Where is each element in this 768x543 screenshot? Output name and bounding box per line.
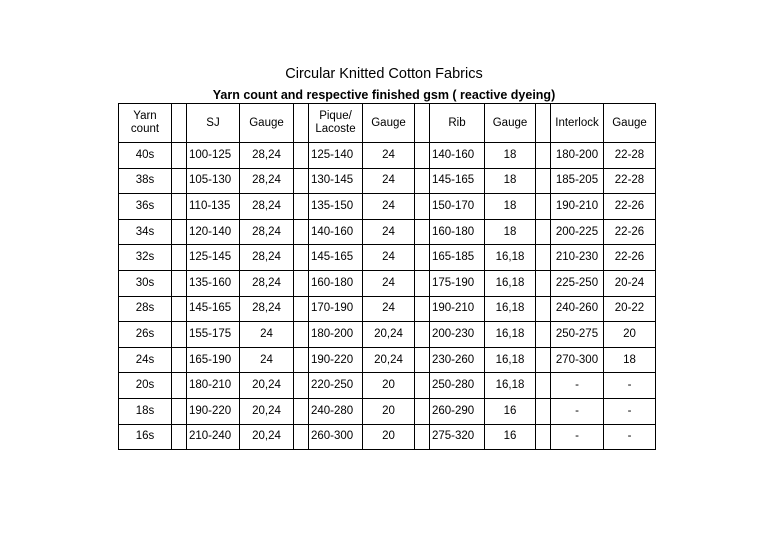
cell-rib-gauge: 16,18 bbox=[485, 296, 536, 322]
table-row bbox=[119, 322, 656, 348]
column-spacer bbox=[536, 168, 551, 194]
column-spacer bbox=[294, 373, 309, 399]
column-spacer bbox=[536, 296, 551, 322]
cell-rib-gsm: 175-190 bbox=[430, 270, 485, 296]
cell-interlock-gauge: 20-24 bbox=[604, 270, 656, 296]
cell-interlock-gsm: 250-275 bbox=[551, 322, 604, 348]
column-spacer bbox=[294, 143, 309, 169]
column-spacer bbox=[415, 424, 430, 450]
column-spacer bbox=[294, 398, 309, 424]
header-yarn-count: Yarn count bbox=[119, 104, 172, 143]
cell-pique-gauge: 24 bbox=[363, 194, 415, 220]
header-interlock: Interlock bbox=[551, 104, 604, 143]
cell-interlock-gsm: - bbox=[551, 373, 604, 399]
cell-rib-gauge: 16,18 bbox=[485, 373, 536, 399]
cell-sj-gsm: 120-140 bbox=[187, 219, 240, 245]
column-spacer bbox=[415, 398, 430, 424]
cell-rib-gsm: 190-210 bbox=[430, 296, 485, 322]
column-spacer bbox=[294, 347, 309, 373]
document-subtitle: Yarn count and respective finished gsm ( reactive dyeing) bbox=[212, 88, 556, 102]
cell-interlock-gauge: 22-26 bbox=[604, 245, 656, 271]
cell-interlock-gauge: - bbox=[604, 424, 656, 450]
cell-sj-gauge: 24 bbox=[240, 347, 294, 373]
cell-pique-gauge: 20 bbox=[363, 424, 415, 450]
cell-pique-gsm: 130-145 bbox=[309, 168, 363, 194]
cell-rib-gsm: 250-280 bbox=[430, 373, 485, 399]
cell-sj-gauge: 20,24 bbox=[240, 424, 294, 450]
cell-yarn-count: 32s bbox=[119, 245, 172, 271]
cell-interlock-gsm: 210-230 bbox=[551, 245, 604, 271]
cell-sj-gauge: 28,24 bbox=[240, 270, 294, 296]
cell-interlock-gauge: 22-28 bbox=[604, 168, 656, 194]
cell-rib-gauge: 18 bbox=[485, 194, 536, 220]
cell-yarn-count: 40s bbox=[119, 143, 172, 169]
cell-sj-gauge: 28,24 bbox=[240, 219, 294, 245]
cell-pique-gsm: 125-140 bbox=[309, 143, 363, 169]
cell-yarn-count: 24s bbox=[119, 347, 172, 373]
column-spacer bbox=[536, 424, 551, 450]
cell-yarn-count: 36s bbox=[119, 194, 172, 220]
cell-interlock-gsm: - bbox=[551, 398, 604, 424]
cell-rib-gauge: 16,18 bbox=[485, 270, 536, 296]
cell-interlock-gauge: - bbox=[604, 398, 656, 424]
cell-rib-gsm: 230-260 bbox=[430, 347, 485, 373]
cell-pique-gauge: 24 bbox=[363, 245, 415, 271]
cell-sj-gsm: 165-190 bbox=[187, 347, 240, 373]
column-spacer bbox=[415, 168, 430, 194]
cell-sj-gsm: 145-165 bbox=[187, 296, 240, 322]
cell-yarn-count: 38s bbox=[119, 168, 172, 194]
document-title: Circular Knitted Cotton Fabrics bbox=[285, 66, 483, 82]
cell-pique-gsm: 145-165 bbox=[309, 245, 363, 271]
column-spacer bbox=[294, 270, 309, 296]
column-spacer bbox=[172, 347, 187, 373]
column-spacer bbox=[415, 270, 430, 296]
cell-sj-gauge: 20,24 bbox=[240, 373, 294, 399]
cell-pique-gsm: 140-160 bbox=[309, 219, 363, 245]
column-spacer bbox=[172, 143, 187, 169]
yarn-gsm-table bbox=[118, 103, 656, 450]
column-spacer bbox=[294, 168, 309, 194]
header-sj: SJ bbox=[187, 104, 240, 143]
table-row bbox=[119, 270, 656, 296]
cell-rib-gsm: 275-320 bbox=[430, 424, 485, 450]
column-spacer bbox=[294, 194, 309, 220]
cell-interlock-gsm: - bbox=[551, 424, 604, 450]
column-spacer bbox=[294, 219, 309, 245]
cell-rib-gauge: 16 bbox=[485, 424, 536, 450]
cell-pique-gauge: 20 bbox=[363, 398, 415, 424]
column-spacer bbox=[172, 322, 187, 348]
table-row bbox=[119, 347, 656, 373]
cell-interlock-gauge: 20 bbox=[604, 322, 656, 348]
header-interlock-gauge: Gauge bbox=[604, 104, 656, 143]
column-spacer bbox=[294, 296, 309, 322]
cell-rib-gsm: 160-180 bbox=[430, 219, 485, 245]
table-row bbox=[119, 424, 656, 450]
column-spacer bbox=[415, 296, 430, 322]
header-pique: Pique/ Lacoste bbox=[309, 104, 363, 143]
cell-rib-gauge: 16,18 bbox=[485, 347, 536, 373]
cell-interlock-gauge: 22-26 bbox=[604, 219, 656, 245]
cell-sj-gauge: 28,24 bbox=[240, 296, 294, 322]
cell-pique-gsm: 170-190 bbox=[309, 296, 363, 322]
column-spacer bbox=[172, 245, 187, 271]
header-rib: Rib bbox=[430, 104, 485, 143]
column-spacer bbox=[415, 245, 430, 271]
cell-pique-gsm: 190-220 bbox=[309, 347, 363, 373]
cell-pique-gsm: 160-180 bbox=[309, 270, 363, 296]
cell-sj-gsm: 110-135 bbox=[187, 194, 240, 220]
cell-pique-gauge: 24 bbox=[363, 296, 415, 322]
column-spacer bbox=[536, 373, 551, 399]
column-spacer bbox=[172, 270, 187, 296]
column-spacer bbox=[536, 347, 551, 373]
column-spacer bbox=[172, 296, 187, 322]
cell-rib-gsm: 200-230 bbox=[430, 322, 485, 348]
cell-yarn-count: 30s bbox=[119, 270, 172, 296]
cell-interlock-gauge: 22-28 bbox=[604, 143, 656, 169]
cell-pique-gsm: 240-280 bbox=[309, 398, 363, 424]
cell-rib-gsm: 150-170 bbox=[430, 194, 485, 220]
cell-interlock-gauge: 22-26 bbox=[604, 194, 656, 220]
cell-sj-gauge: 24 bbox=[240, 322, 294, 348]
cell-interlock-gauge: 20-22 bbox=[604, 296, 656, 322]
cell-pique-gauge: 20,24 bbox=[363, 322, 415, 348]
cell-pique-gauge: 24 bbox=[363, 219, 415, 245]
cell-interlock-gsm: 190-210 bbox=[551, 194, 604, 220]
column-spacer bbox=[172, 168, 187, 194]
column-spacer bbox=[172, 194, 187, 220]
table-header-row bbox=[119, 104, 656, 143]
table-row bbox=[119, 296, 656, 322]
cell-rib-gauge: 18 bbox=[485, 219, 536, 245]
header-pique-gauge: Gauge bbox=[363, 104, 415, 143]
column-spacer bbox=[415, 322, 430, 348]
cell-pique-gsm: 180-200 bbox=[309, 322, 363, 348]
column-spacer bbox=[536, 143, 551, 169]
column-spacer bbox=[172, 424, 187, 450]
cell-rib-gsm: 140-160 bbox=[430, 143, 485, 169]
column-spacer bbox=[415, 194, 430, 220]
cell-interlock-gsm: 240-260 bbox=[551, 296, 604, 322]
cell-yarn-count: 18s bbox=[119, 398, 172, 424]
column-spacer bbox=[536, 270, 551, 296]
cell-rib-gauge: 16,18 bbox=[485, 245, 536, 271]
cell-sj-gsm: 155-175 bbox=[187, 322, 240, 348]
column-spacer bbox=[536, 219, 551, 245]
column-spacer bbox=[415, 143, 430, 169]
column-spacer bbox=[536, 194, 551, 220]
cell-interlock-gauge: - bbox=[604, 373, 656, 399]
cell-rib-gsm: 165-185 bbox=[430, 245, 485, 271]
table-row bbox=[119, 219, 656, 245]
column-spacer bbox=[294, 104, 309, 143]
cell-interlock-gsm: 225-250 bbox=[551, 270, 604, 296]
column-spacer bbox=[536, 245, 551, 271]
cell-sj-gsm: 190-220 bbox=[187, 398, 240, 424]
cell-sj-gsm: 180-210 bbox=[187, 373, 240, 399]
cell-yarn-count: 16s bbox=[119, 424, 172, 450]
cell-pique-gauge: 24 bbox=[363, 168, 415, 194]
column-spacer bbox=[172, 219, 187, 245]
cell-sj-gsm: 135-160 bbox=[187, 270, 240, 296]
cell-sj-gsm: 210-240 bbox=[187, 424, 240, 450]
column-spacer bbox=[536, 398, 551, 424]
cell-pique-gsm: 260-300 bbox=[309, 424, 363, 450]
column-spacer bbox=[172, 104, 187, 143]
cell-interlock-gsm: 180-200 bbox=[551, 143, 604, 169]
column-spacer bbox=[536, 104, 551, 143]
table-row bbox=[119, 194, 656, 220]
column-spacer bbox=[294, 245, 309, 271]
column-spacer bbox=[294, 424, 309, 450]
column-spacer bbox=[172, 373, 187, 399]
cell-pique-gauge: 24 bbox=[363, 270, 415, 296]
cell-sj-gauge: 28,24 bbox=[240, 245, 294, 271]
cell-rib-gsm: 145-165 bbox=[430, 168, 485, 194]
cell-yarn-count: 28s bbox=[119, 296, 172, 322]
cell-rib-gauge: 16,18 bbox=[485, 322, 536, 348]
column-spacer bbox=[415, 219, 430, 245]
cell-rib-gauge: 18 bbox=[485, 143, 536, 169]
cell-sj-gsm: 100-125 bbox=[187, 143, 240, 169]
cell-pique-gauge: 20 bbox=[363, 373, 415, 399]
cell-pique-gsm: 220-250 bbox=[309, 373, 363, 399]
cell-interlock-gsm: 200-225 bbox=[551, 219, 604, 245]
cell-interlock-gsm: 185-205 bbox=[551, 168, 604, 194]
column-spacer bbox=[172, 398, 187, 424]
column-spacer bbox=[415, 104, 430, 143]
cell-pique-gauge: 20,24 bbox=[363, 347, 415, 373]
header-rib-gauge: Gauge bbox=[485, 104, 536, 143]
cell-pique-gsm: 135-150 bbox=[309, 194, 363, 220]
cell-sj-gauge: 28,24 bbox=[240, 194, 294, 220]
cell-rib-gsm: 260-290 bbox=[430, 398, 485, 424]
column-spacer bbox=[536, 322, 551, 348]
cell-yarn-count: 26s bbox=[119, 322, 172, 348]
table-row bbox=[119, 143, 656, 169]
table-row bbox=[119, 245, 656, 271]
column-spacer bbox=[294, 322, 309, 348]
cell-sj-gsm: 125-145 bbox=[187, 245, 240, 271]
column-spacer bbox=[415, 373, 430, 399]
cell-sj-gauge: 28,24 bbox=[240, 168, 294, 194]
cell-yarn-count: 34s bbox=[119, 219, 172, 245]
column-spacer bbox=[415, 347, 430, 373]
table-row bbox=[119, 168, 656, 194]
cell-interlock-gauge: 18 bbox=[604, 347, 656, 373]
cell-yarn-count: 20s bbox=[119, 373, 172, 399]
cell-rib-gauge: 16 bbox=[485, 398, 536, 424]
cell-rib-gauge: 18 bbox=[485, 168, 536, 194]
cell-sj-gauge: 20,24 bbox=[240, 398, 294, 424]
table-row bbox=[119, 398, 656, 424]
table-row bbox=[119, 373, 656, 399]
cell-sj-gsm: 105-130 bbox=[187, 168, 240, 194]
cell-interlock-gsm: 270-300 bbox=[551, 347, 604, 373]
header-sj-gauge: Gauge bbox=[240, 104, 294, 143]
cell-sj-gauge: 28,24 bbox=[240, 143, 294, 169]
cell-pique-gauge: 24 bbox=[363, 143, 415, 169]
